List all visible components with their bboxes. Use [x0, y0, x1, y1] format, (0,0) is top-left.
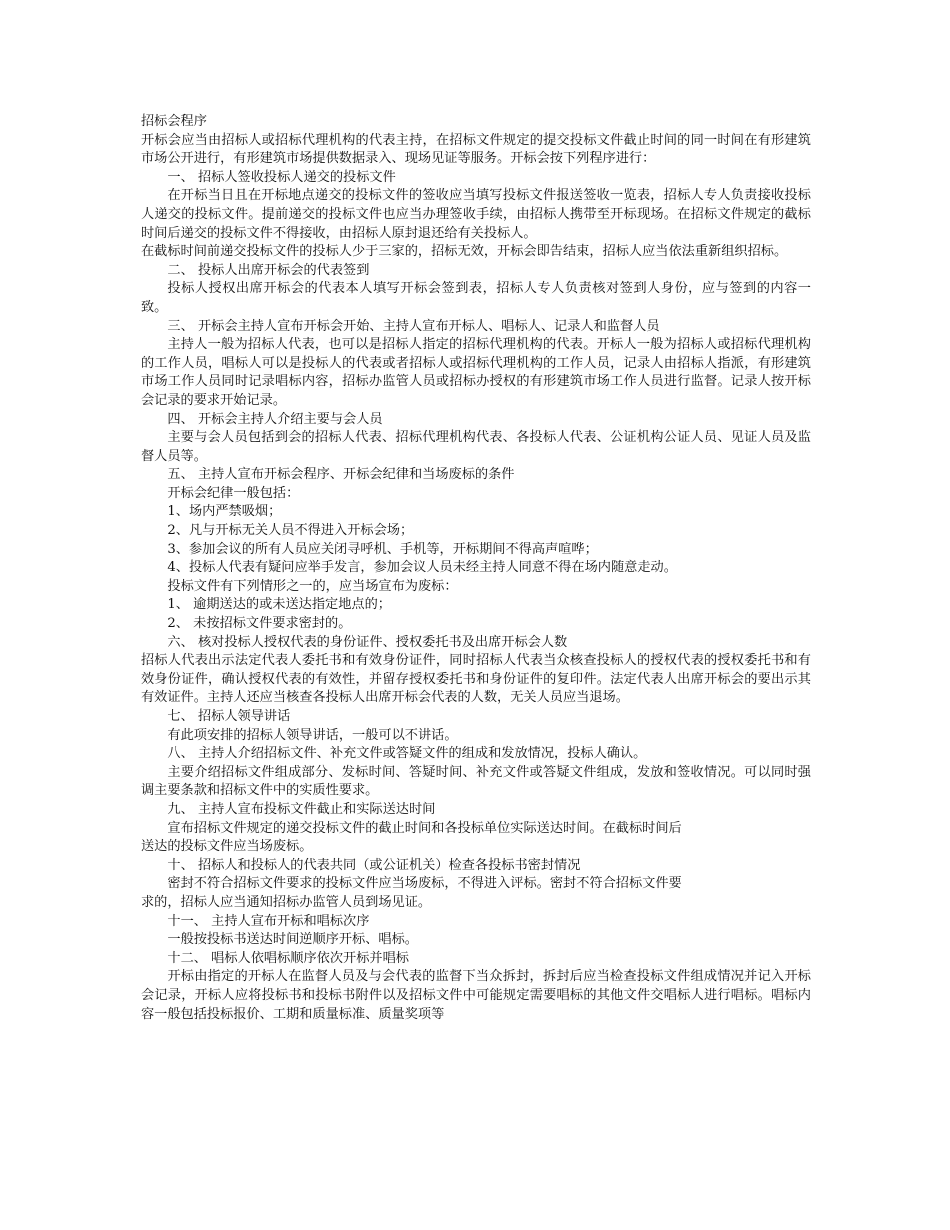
paragraph: 一、 招标人签收投标人递交的投标文件: [167, 169, 396, 185]
paragraph: 三、 开标会主持人宣布开标会开始、主持人宣布开标人、唱标人、记录人和监督人员: [167, 318, 660, 334]
paragraph: 十二、 唱标人依唱标顺序依次开标并唱标: [167, 950, 409, 966]
paragraph: 开标会应当由招标人或招标代理机构的代表主持，在招标文件规定的提交投标文件截止时间的同一时间在有形建筑市场公开进行，有形建筑市场提供数据录入、现场见证等服务。开标会按下列程序进行：: [141, 132, 811, 167]
paragraph: 投标文件有下列情形之一的，应当场宣布为废标：: [167, 578, 458, 594]
paragraph: 4、投标人代表有疑问应举手发言，参加会议人员未经主持人同意不得在场内随意走动。: [167, 560, 677, 576]
paragraph: 1、 逾期送达的或未送达指定地点的；: [167, 597, 391, 613]
paragraph: 宣布招标文件规定的递交投标文件的截止时间和各投标单位实际送达时间。在截标时间后: [167, 820, 682, 836]
paragraph: 主要与会人员包括到会的招标人代表、招标代理机构代表、各投标人代表、公证机构公证人员、见证人员及监督人员等。: [141, 430, 811, 464]
paragraph: 开标由指定的开标人在监督人员及与会代表的监督下当众拆封，拆封后应当检查投标文件组成情况并记入开标会记录，开标人应将投标书和投标书附件以及招标文件中可能规定需要唱标的其他文件交唱标人进行唱标。唱标内容一般包括投标报价、工期和质量标准、质量奖项等: [141, 969, 811, 1022]
paragraph: 求的，招标人应当通知招标办监管人员到场见证。: [141, 894, 432, 910]
paragraph: 有此项安排的招标人领导讲话，一般可以不讲话。: [167, 727, 458, 743]
paragraph: 主持人一般为招标人代表，也可以是招标人指定的招标代理机构的代表。开标人一般为招标人或招标代理机构的工作人员，唱标人可以是投标人的代表或者招标人或招标代理机构的工作人员，记录人由招标人指派，有形建筑市场工作人员同时记录唱标内容，招标办监管人员或招标办授权的有形建筑市场工作人员进行监督。记录人按开标会记录的要求开始记录。: [141, 337, 811, 408]
paragraph: 十一、 主持人宣布开标和唱标次序: [167, 913, 370, 929]
paragraph: 2、 未按招标文件要求密封的。: [167, 616, 352, 632]
paragraph: 主要介绍招标文件组成部分、发标时间、答疑时间、补充文件或答疑文件组成，发放和签收情况。可以同时强调主要条款和招标文件中的实质性要求。: [141, 764, 811, 799]
paragraph: 七、 招标人领导讲话: [167, 709, 291, 724]
paragraph: 1、场内严禁吸烟；: [167, 504, 282, 520]
paragraph: 招标人代表出示法定代表人委托书和有效身份证件，同时招标人代表当众核查投标人的授权代表的授权委托书和有效身份证件，确认授权代表的有效性，并留存授权委托书和身份证件的复印件。法定代表人出席开标会的要出示其有效证件。主持人还应当核查各投标人出席开标会代表的人数，无关人员应当退场。: [141, 653, 811, 706]
document-body: [141, 113, 811, 1024]
paragraph: 在截标时间前递交投标文件的投标人少于三家的，招标无效，开标会即告结束，招标人应当依法重新组织招标。: [141, 244, 788, 260]
paragraph: 九、 主持人宣布投标文件截止和实际送达时间: [167, 801, 436, 817]
paragraph: 送达的投标文件应当场废标。: [141, 839, 313, 855]
paragraph: 2、凡与开标无关人员不得进入开标会场；: [167, 523, 414, 539]
paragraph-list: [141, 132, 811, 1025]
paragraph: 投标人授权出席开标会的代表本人填写开标会签到表，招标人专人负责核对签到人身份，应与签到的内容一致。: [141, 281, 811, 315]
paragraph: 3、参加会议的所有人员应关闭寻呼机、手机等，开标期间不得高声喧哗；: [167, 541, 598, 557]
paragraph: 二、 投标人出席开标会的代表签到: [167, 262, 370, 278]
paragraph: 密封不符合招标文件要求的投标文件应当场废标，不得进入评标。密封不符合招标文件要: [167, 876, 682, 892]
paragraph: 五、 主持人宣布开标会程序、开标会纪律和当场废标的条件: [167, 467, 515, 483]
paragraph: 四、 开标会主持人介绍主要与会人员: [167, 411, 383, 427]
document-title: 招标会程序: [141, 114, 207, 129]
paragraph: 一般按投标书送达时间逆顺序开标、唱标。: [167, 932, 418, 948]
paragraph: 开标会纪律一般包括：: [167, 485, 300, 501]
paragraph: 六、 核对投标人授权代表的身份证件、授权委托书及出席开标会人数: [167, 634, 568, 650]
paragraph: 十、 招标人和投标人的代表共同（或公证机关）检查各投标书密封情况: [167, 857, 581, 873]
paragraph: 八、 主持人介绍招标文件、补充文件或答疑文件的组成和发放情况，投标人确认。: [167, 746, 647, 762]
paragraph: 在开标当日且在开标地点递交的投标文件的签收应当填写投标文件报送签收一览表，招标人专人负责接收投标人递交的投标文件。提前递交的投标文件也应当办理签收手续，由招标人携带至开标现场。在招标文件规定的截标时间后递交的投标文件不得接收，由招标人原封退还给有关投标人。: [141, 188, 811, 241]
